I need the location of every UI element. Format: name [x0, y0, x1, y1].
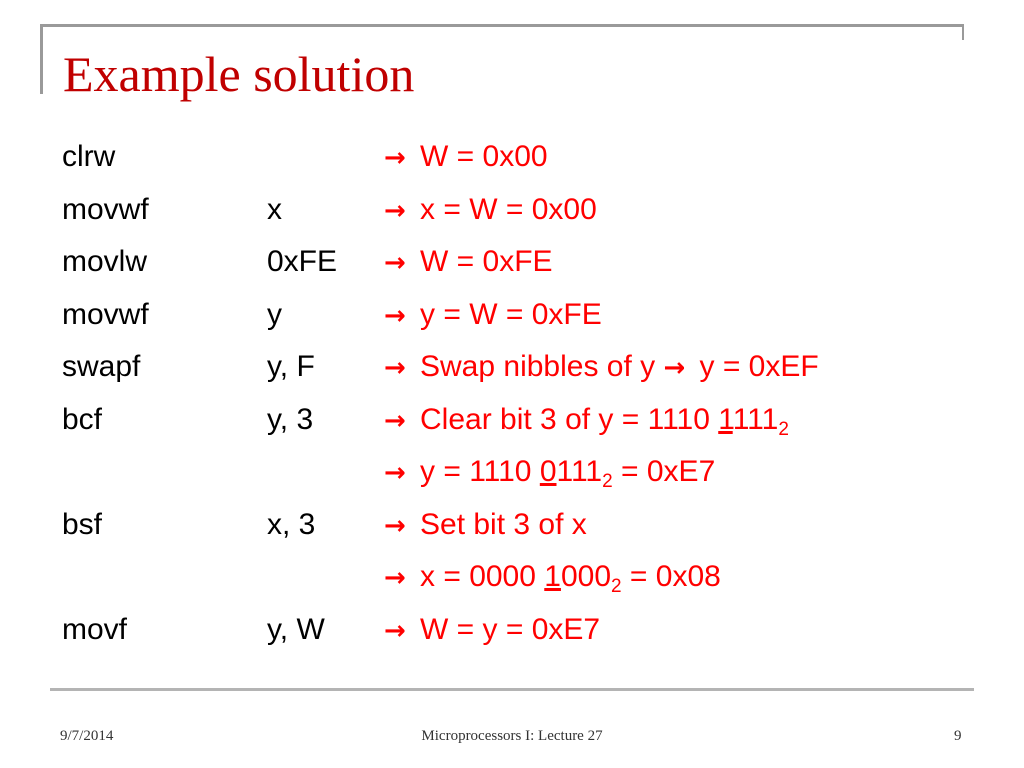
footer-course: Microprocessors I: Lecture 27 [421, 728, 603, 744]
arrow-right-icon: → [663, 353, 686, 383]
mnemonic: movwf [62, 192, 149, 226]
mnemonic: swapf [62, 350, 141, 383]
operand: 0xFE [267, 245, 338, 278]
frame-right-line [962, 24, 964, 40]
operand: x [267, 192, 282, 226]
comment: → Set bit 3 of x [384, 499, 587, 553]
operand: x, 3 [267, 507, 316, 541]
arrow-right-icon: → [384, 405, 406, 436]
operand: y, W [267, 612, 325, 646]
arrow-right-icon: → [384, 143, 406, 173]
comment: → y = 1110 $0111_2 = 0xE7$ [384, 446, 715, 500]
comment: → x = W = 0x00 [384, 184, 597, 238]
arrow-right-icon: → [384, 615, 406, 646]
frame-top-line [40, 24, 964, 27]
operand: y, F [267, 350, 315, 383]
footer-divider [50, 688, 974, 691]
arrow-right-icon: → [384, 563, 406, 593]
operand: y, 3 [267, 402, 314, 436]
arrow-right-icon: → [384, 510, 406, 541]
mnemonic: movwf [62, 297, 149, 331]
comment: → W = 0x00 [384, 131, 548, 185]
comment: → Swap nibbles of y → y = 0xEF [384, 341, 819, 395]
comment: → y = W = 0xFE [384, 289, 602, 343]
footer-date: 9/7/2014 [60, 728, 114, 744]
arrow-right-icon: → [384, 353, 406, 383]
arrow-right-icon: → [384, 195, 406, 226]
mnemonic: clrw [62, 140, 116, 173]
comment: → W = y = 0xE7 [384, 604, 600, 658]
arrow-right-icon: → [384, 458, 406, 488]
frame-left-line [40, 24, 43, 94]
operand: y [267, 297, 282, 331]
arrow-right-icon: → [384, 300, 406, 331]
mnemonic: bcf [62, 402, 103, 436]
mnemonic: bsf [62, 507, 103, 541]
mnemonic: movlw [62, 245, 148, 278]
comment: → Clear bit 3 of y = 1110 $1111_2$ [384, 394, 789, 448]
arrow-right-icon: → [384, 248, 406, 278]
slide-title: Example solution [63, 46, 415, 102]
comment: → W = 0xFE [384, 236, 553, 290]
page-number: 9 [954, 728, 962, 744]
mnemonic: movf [62, 612, 128, 646]
comment: → x = 0000 $1000_2 = 0x08$ [384, 551, 721, 605]
